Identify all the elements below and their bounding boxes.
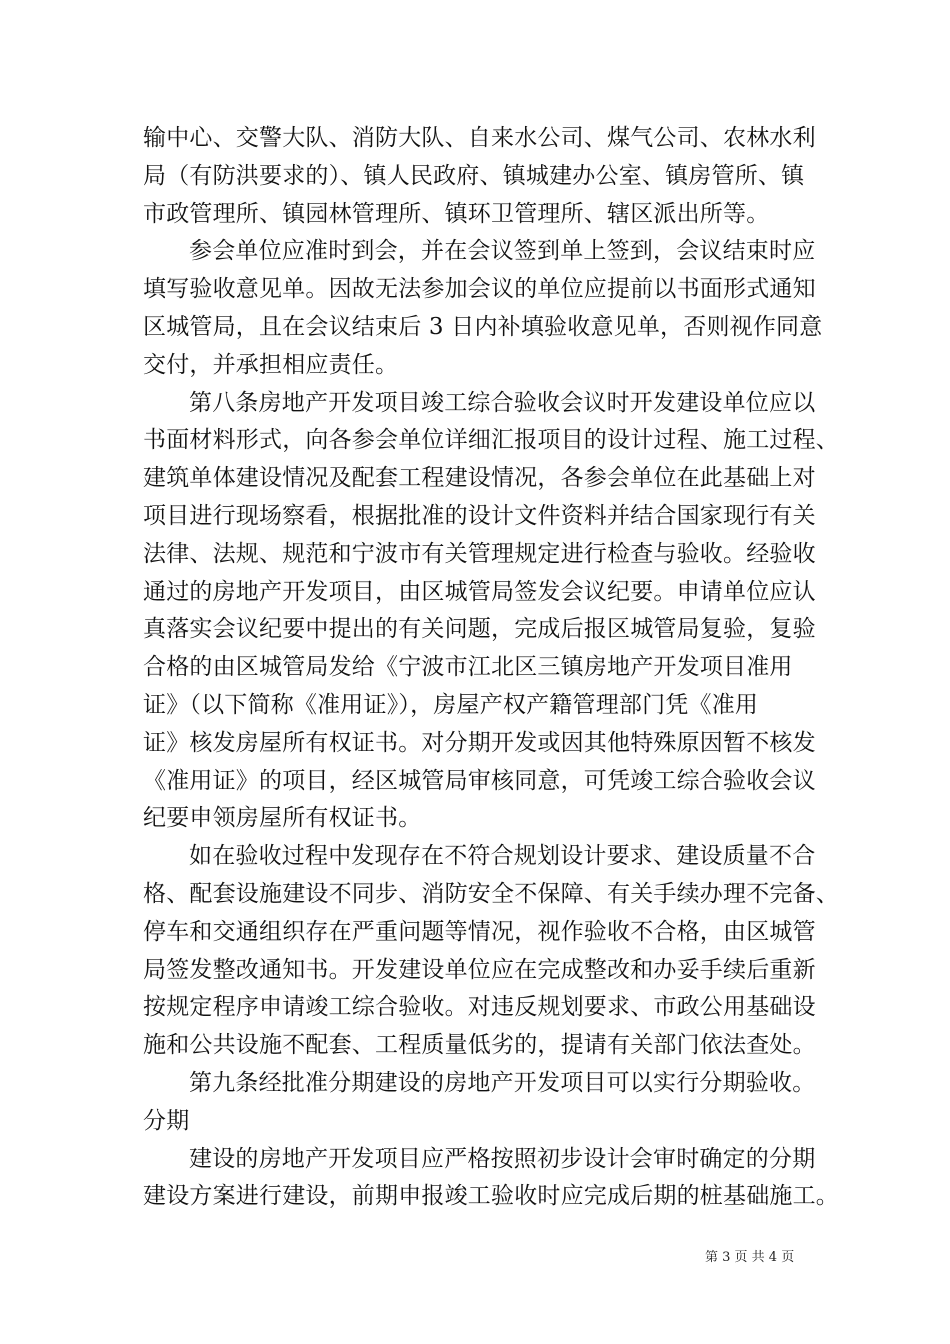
paragraph-attendance	[143, 233, 823, 384]
text-line: 真落实会议纪要中提出的有关问题，完成后报区城管局复验，复验	[143, 616, 816, 643]
text-line: 通过的房地产开发项目，由区城管局签发会议纪要。申请单位应认	[143, 578, 816, 605]
text-line: 书面材料形式，向各参会单位详细汇报项目的设计过程、施工过程、	[143, 427, 839, 454]
text-line: 合格的由区城管局发给《宁波市江北区三镇房地产开发项目准用	[143, 654, 793, 681]
paragraph-failed-acceptance	[143, 838, 839, 1065]
paragraph-phased-construction	[143, 1141, 839, 1217]
text-line: 法律、法规、规范和宁波市有关管理规定进行检查与验收。经验收	[143, 540, 816, 567]
text-line: 局（有防洪要求的）、镇人民政府、镇城建办公室、镇房管所、镇	[143, 162, 805, 189]
text-line: 局签发整改通知书。开发建设单位应在完成整改和办妥手续后重新	[143, 956, 816, 983]
text-line: 参会单位应准时到会，并在会议签到单上签到，会议结束时应	[189, 238, 816, 265]
paragraph-article-8	[143, 385, 839, 839]
text-line: 施和公共设施不配套、工程质量低劣的，提请有关部门依法查处。	[143, 1032, 816, 1059]
text-line: 格、配套设施建设不同步、消防安全不保障、有关手续办理不完备、	[143, 880, 839, 907]
text-line: 《准用证》的项目，经区城管局审核同意，可凭竣工综合验收会议	[143, 767, 816, 794]
text-line: 第八条房地产开发项目竣工综合验收会议时开发建设单位应以	[189, 389, 816, 416]
text-line: 分期	[143, 1107, 190, 1134]
text-line: 如在验收过程中发现存在不符合规划设计要求、建设质量不合	[189, 843, 816, 870]
text-line: 停车和交通组织存在严重问题等情况，视作验收不合格，由区城管	[143, 918, 816, 945]
paragraph-article-9	[143, 1065, 823, 1141]
text-line: 交付，并承担相应责任。	[143, 351, 399, 378]
text-line: 纪要申领房屋所有权证书。	[143, 805, 422, 832]
text-line: 建设方案进行建设，前期申报竣工验收时应完成后期的桩基础施工。	[143, 1183, 839, 1210]
paragraph-participant-units	[143, 120, 823, 233]
text-line: 证》核发房屋所有权证书。对分期开发或因其他特殊原因暂不核发	[143, 729, 816, 756]
text-line: 区城管局，且在会议结束后 3 日内补填验收意见单，否则视作同意	[143, 313, 823, 340]
text-line: 证》（以下简称《准用证》），房屋产权产籍管理部门凭《准用	[143, 691, 759, 718]
text-line: 输中心、交警大队、消防大队、自来水公司、煤气公司、农林水利	[143, 125, 816, 151]
document-body	[143, 120, 839, 1216]
text-line: 按规定程序申请竣工综合验收。对违反规划要求、市政公用基础设	[143, 994, 816, 1021]
text-line: 填写验收意见单。因故无法参加会议的单位应提前以书面形式通知	[143, 276, 816, 303]
text-line: 建设的房地产开发项目应严格按照初步设计会审时确定的分期	[189, 1145, 816, 1172]
page-number-footer: 第 3 页 共 4 页	[705, 1250, 795, 1265]
text-line: 第九条经批准分期建设的房地产开发项目可以实行分期验收。	[189, 1069, 816, 1096]
text-line: 项目进行现场察看，根据批准的设计文件资料并结合国家现行有关	[143, 502, 816, 529]
text-line: 市政管理所、镇园林管理所、镇环卫管理所、辖区派出所等。	[143, 200, 770, 227]
text-line: 建筑单体建设情况及配套工程建设情况，各参会单位在此基础上对	[143, 465, 816, 492]
